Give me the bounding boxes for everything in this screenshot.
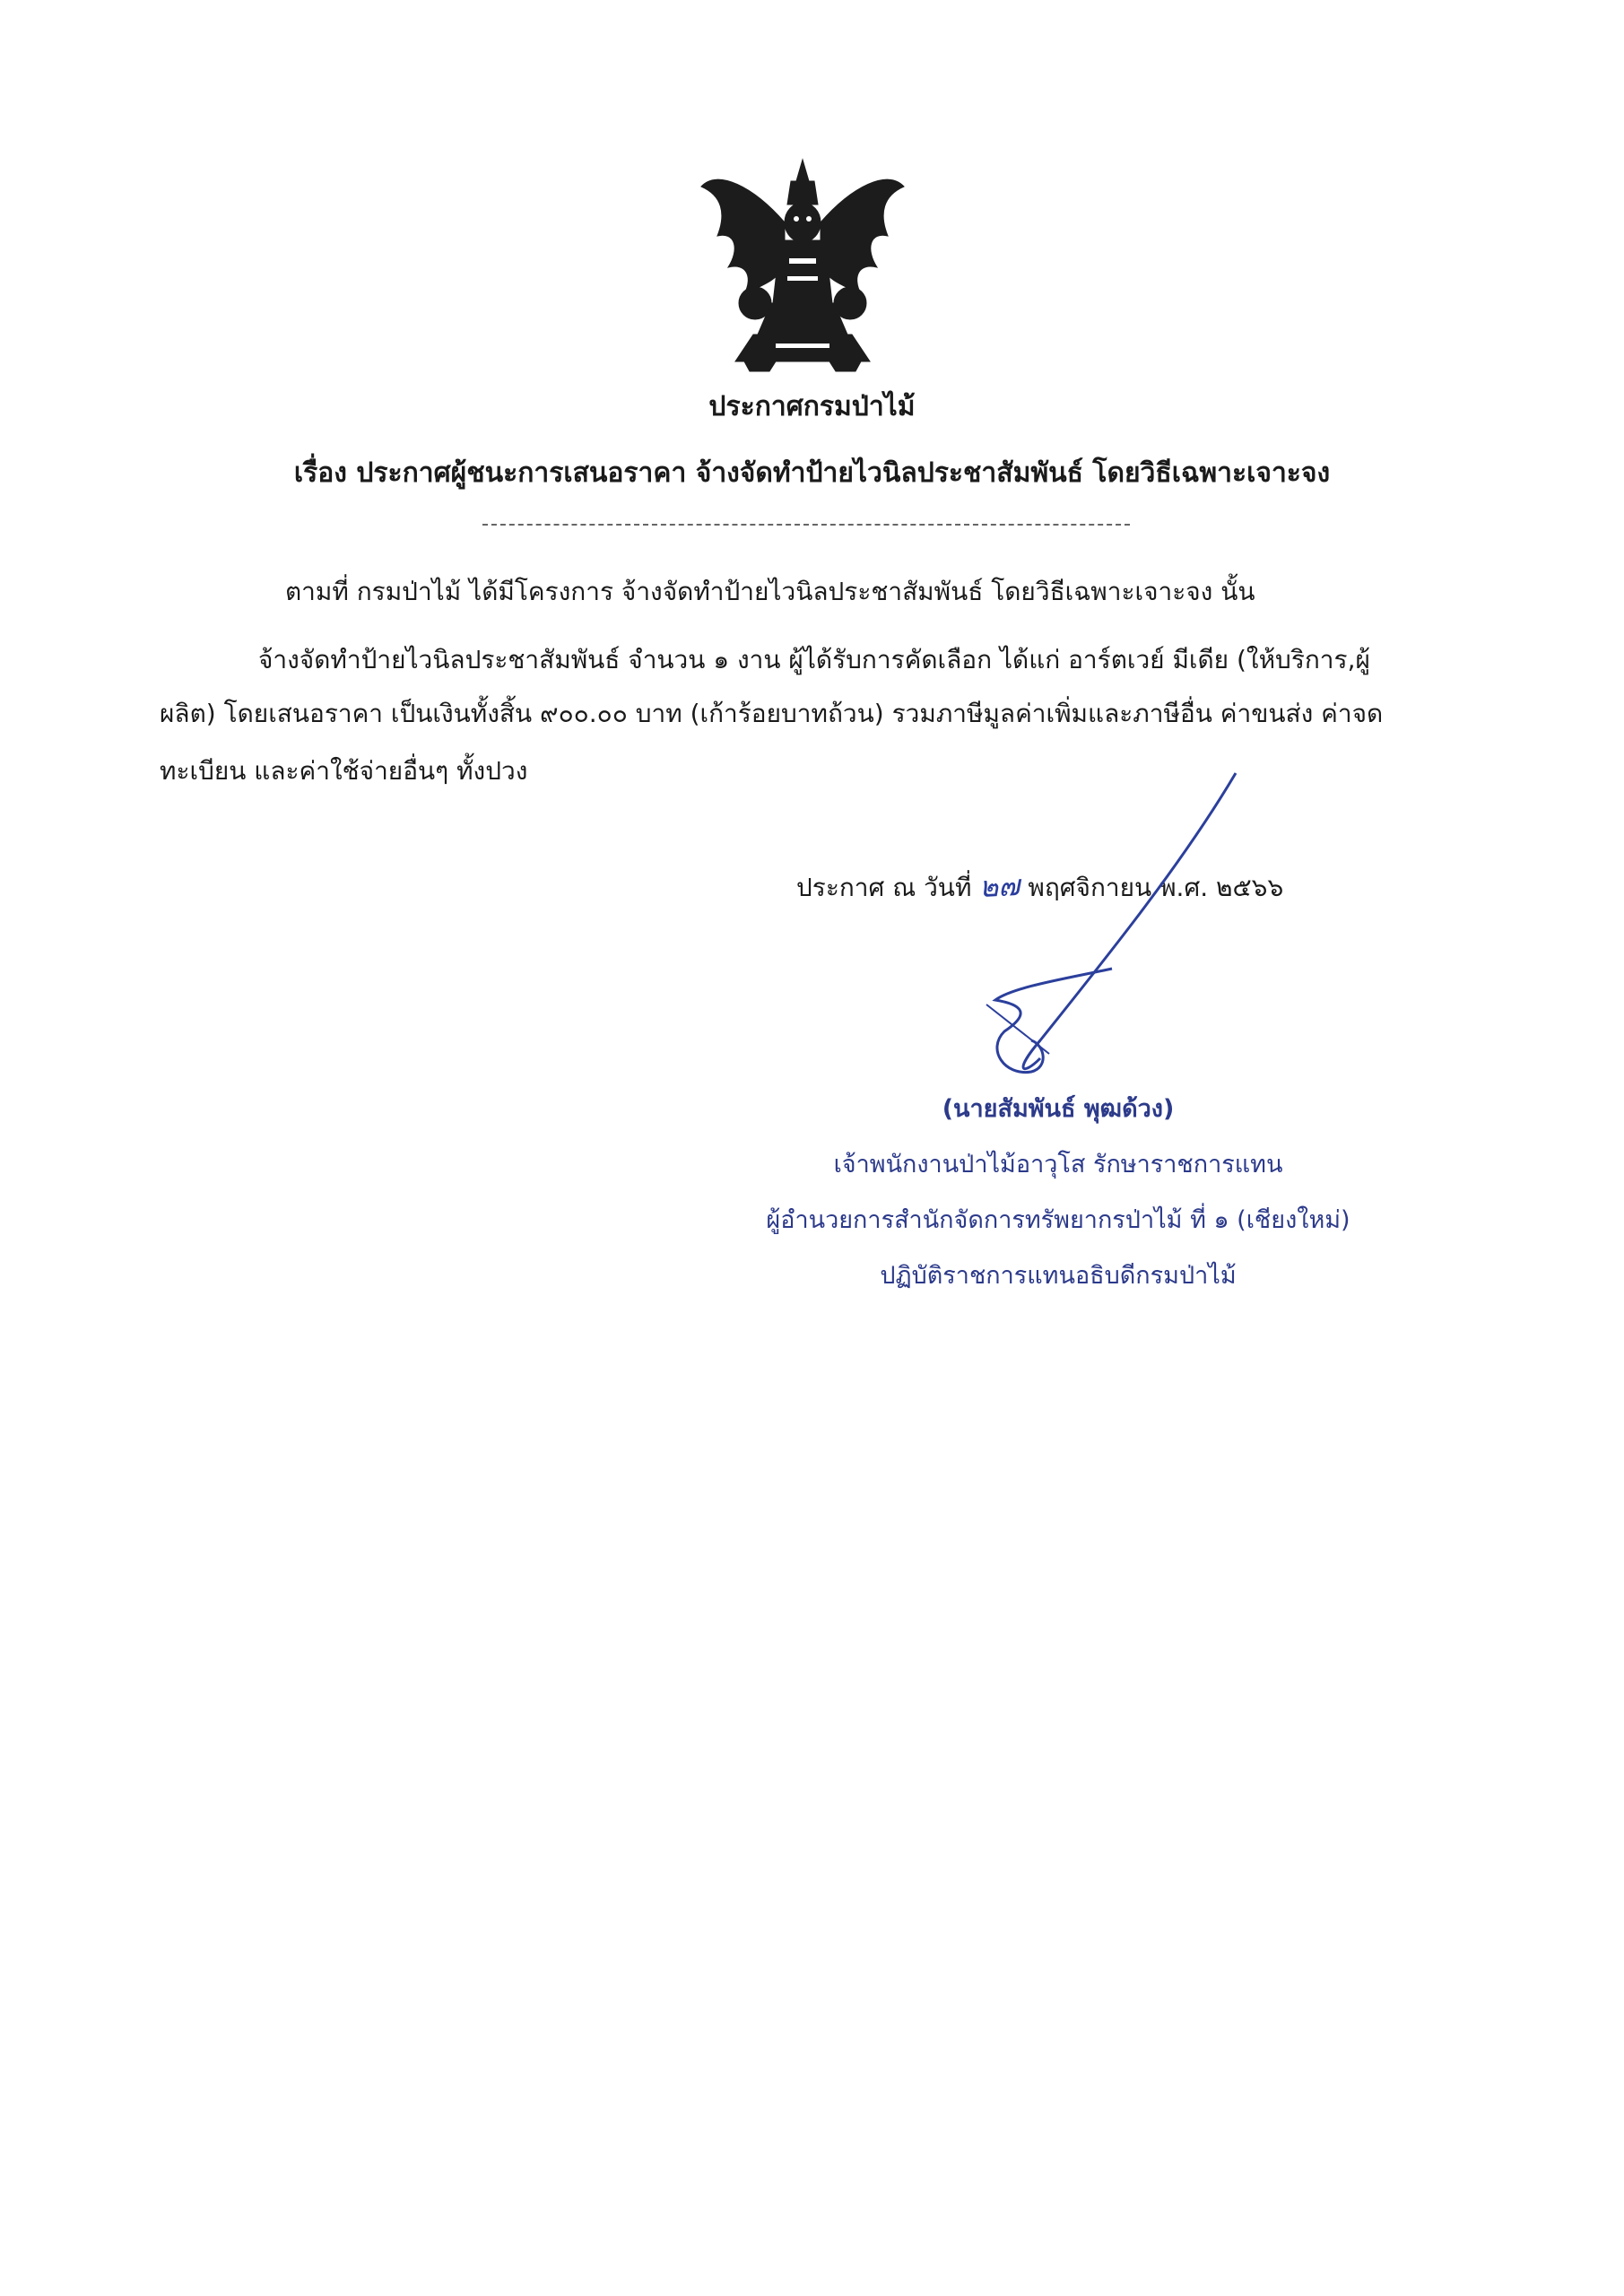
separator-line [482,524,1130,526]
paragraph-line-3: ผลิต) โดยเสนอราคา เป็นเงินทั้งสิ้น ๙๐๐.๐๐ บาท (เก้าร้อยบาทถ้วน) รวมภาษีมูลค่าเพิ่มและภาษีอื่น ค่าขนส่ง ค่าจด [160,699,1384,728]
signatory-name: (นายสัมพันธ์ พุฒด้วง) [942,1095,1175,1123]
signatory-acting: ปฏิบัติราชการแทนอธิบดีกรมป่าไม้ [880,1262,1237,1290]
date-prefix: ประกาศ ณ วันที่ [796,873,972,902]
announcement-date [796,868,1283,906]
announcement-subject: เรื่อง ประกาศผู้ชนะการเสนอราคา จ้างจัดทำป้ายไวนิลประชาสัมพันธ์ โดยวิธีเฉพาะเจาะจง [293,457,1331,489]
announcement-title: ประกาศกรมป่าไม้ [708,391,916,422]
signatory-title: ผู้อำนวยการสำนักจัดการทรัพยากรป่าไม้ ที่ ๑ (เชียงใหม่) [766,1206,1350,1234]
date-day-handwritten: ๒๗ [978,867,1021,905]
paragraph-line-4: ทะเบียน และค่าใช้จ่ายอื่นๆ ทั้งปวง [160,756,528,786]
paragraph-line-1: ตามที่ กรมป่าไม้ ได้มีโครงการ จ้างจัดทำป้ายไวนิลประชาสัมพันธ์ โดยวิธีเฉพาะเจาะจง นั้น [285,577,1255,606]
date-suffix: พฤศจิกายน พ.ศ. ๒๕๖๖ [1028,873,1284,902]
signatory-position: เจ้าพนักงานป่าไม้อาวุโส รักษาราชการแทน [833,1151,1283,1178]
paragraph-line-2: จ้างจัดทำป้ายไวนิลประชาสัมพันธ์ จำนวน ๑ งาน ผู้ได้รับการคัดเลือก ได้แก่ อาร์ตเวย์ มีเดีย (ให้บริการ,ผู้ [258,645,1370,674]
garuda-emblem-icon [690,151,915,373]
